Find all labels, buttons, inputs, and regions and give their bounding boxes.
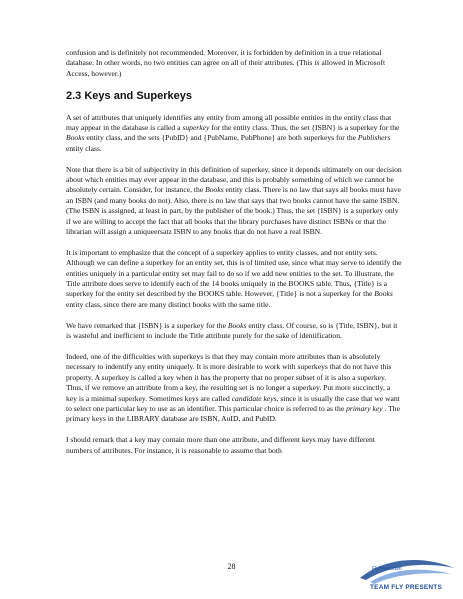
logo-mark: FlyHeart.com: [372, 566, 402, 572]
text-run: , since it is usually the case that we want to select one particular key to use as an identifier. This particular choice is referred to as the: [66, 393, 400, 413]
italic-text-run: Books: [227, 320, 247, 330]
section-heading: 2.3 Keys and Superkeys: [66, 89, 192, 102]
page-number: 28: [227, 562, 236, 571]
text-run: entity class. There is no law that says all books must have an ISBN (and many books do not). Also, there is no law that says that two books cannot have the same ISBN. (The ISBN is assigned, at least in part, by the publisher of the book.) Thus, the set {ISBN} is a superkey only if we are willing to accept the fact that all books that the library purchases have distinct ISBNs or that the librarian will assign a uniqueersatz ISBN to any books that do not have a real ISBN.: [66, 185, 401, 237]
italic-text-run: is: [314, 58, 320, 68]
italic-text-run: candidate keys: [231, 393, 277, 403]
text-run: Indeed, one of the difficulties with superkeys is that they may contain more attributes than is absolutely necessary to indentify any entity uniquely. It is more desirable to work with superkeys that do not have this property. A superkey is called a key when it has the property that no proper subset of it is also a superkey. Thus, if we remove an attribute from a key, the resulting set is no longer a superkey. Put more succinctly, a key is a minimal superkey. Sometimes keys are called: [66, 351, 392, 403]
italic-text-run: primary key: [346, 403, 383, 413]
text-run: entity class, and the sets {PubID} and {PubName, PubPhone} are both superkeys for the: [84, 133, 358, 143]
text-run: A set of attributes that uniquely identifies any entity from among all possible entities in the entity class that may appear in the database is called a: [66, 112, 392, 133]
text-run: for the entity class. Thus, the set {ISBN} is a superkey for the: [209, 123, 400, 133]
paragraph-2: [66, 165, 402, 238]
text-run: Note that there is a bit of subjectivity in this definition of superkey, since it depends ultimately on our decision about which entities may ever appear in the database, and this is probably something of which we cannot be absolutely certain. Consider, for instance, the: [66, 164, 402, 195]
logo-caption: TEAM FLY PRESENTS: [369, 584, 443, 591]
italic-text-run: Books: [66, 133, 85, 143]
italic-text-run: Books: [374, 289, 393, 299]
page-body: [66, 48, 402, 466]
text-run: It is important to emphasize that the concept of a superkey applies to entity classes, and not entity sets. Although we can define a superkey for an entity set, this is of limited use, since what may serve to identify the entities uniquely in a particular entity set may fail to do so if we add new entities to the set. To illustrate, the Title attribute does serve to identify each of the 14 books uniquely in the BOOKS table. Thus, {Title} is a superkey for the entity set described by the BOOKS table. However, {Title} is not a superkey for the: [66, 247, 402, 299]
text-run: . The primary keys in the LIBRARY database are ISBN, AuID, and PubID.: [66, 403, 400, 424]
text-run: entity class, since there are many distinct books with the same title.: [66, 299, 271, 309]
paragraph-4: [66, 321, 402, 342]
italic-text-run: superkey: [182, 123, 210, 133]
text-run: I should remark that a key may contain more than one attribute, and different keys may have different numbers of attributes. For instance, it is reasonable to assume that both: [66, 435, 375, 455]
text-run: We have remarked that {ISBN} is a superkey for the: [66, 320, 228, 330]
paragraph-5: [66, 352, 402, 425]
text-run: confusion and is definitely not recommended. Moreover, it is forbidden by definition in a true relational database. In other words, no two entities can agree on all of their attributes. (This: [66, 48, 382, 68]
paragraph-6: [66, 435, 402, 456]
text-run: entity class. Of course, so is {Title, ISBN}, but it is wasteful and inefficient to include the Title attribute purely for the sake of identification.: [66, 320, 398, 341]
text-run: entity class.: [66, 143, 102, 153]
italic-text-run: Books: [205, 185, 224, 195]
text-run: allowed in Microsoft Access, however.): [66, 58, 386, 78]
italic-text-run: Publishers: [357, 133, 391, 143]
paragraph-0: [66, 48, 402, 79]
paragraph-3: [66, 248, 402, 310]
paragraph-1: [66, 113, 402, 155]
